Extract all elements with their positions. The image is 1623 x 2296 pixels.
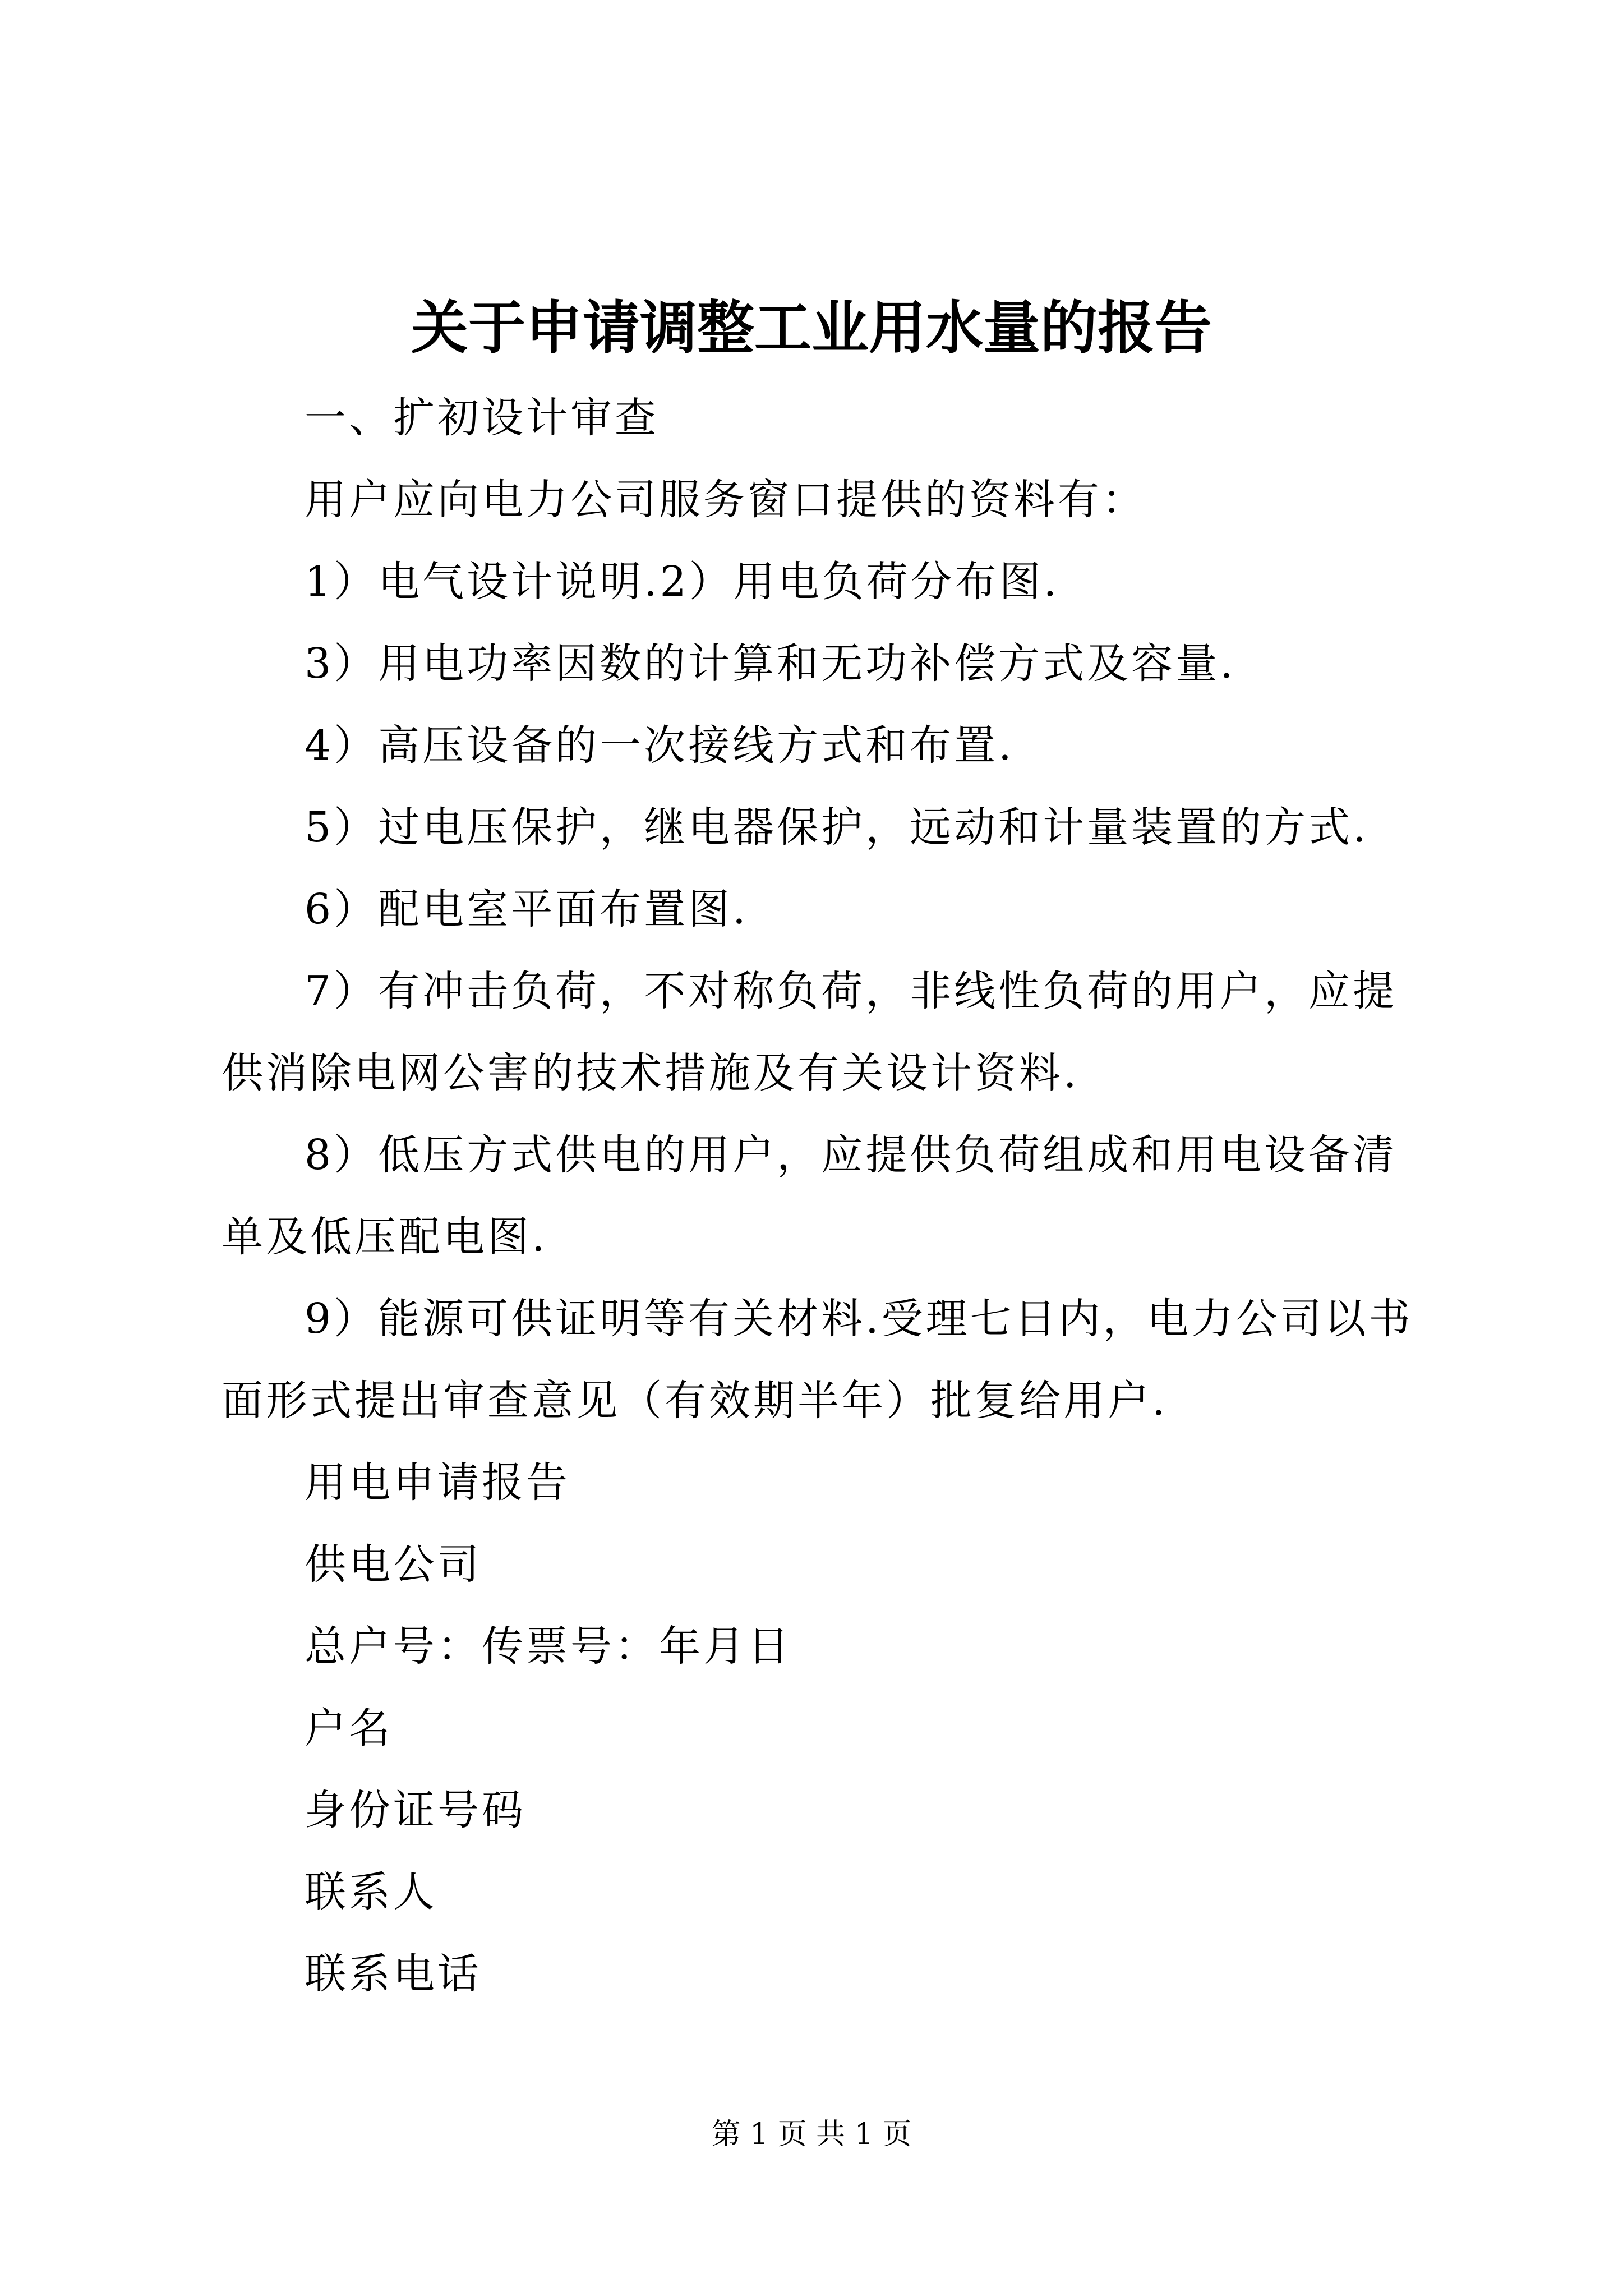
document-title: 关于申请调整工业用水量的报告 [411,295,1212,362]
paragraph: 一、扩初设计审查 [305,394,659,442]
paragraph: 6）配电室平面布置图. [305,885,749,933]
paragraph: 身份证号码 [305,1786,526,1834]
paragraph: 9）能源可供证明等有关材料.受理七日内，电力公司以书面形式提出审查意见（有效期半年）批复给用户. [222,1295,1413,1425]
page-footer: 第 1 页 共 1 页 [711,2118,912,2151]
paragraph: 用户应向电力公司服务窗口提供的资料有： [305,476,1146,524]
paragraph: 总户号：传票号：年月日 [305,1622,792,1671]
paragraph: 1）电气设计说明.2）用电负荷分布图. [305,558,1060,606]
paragraph: 户名 [305,1704,393,1752]
paragraph: 供电公司 [305,1540,482,1589]
paragraph: 3）用电功率因数的计算和无功补偿方式及容量. [305,639,1236,688]
paragraph: 7）有冲击负荷，不对称负荷，非线性负荷的用户，应提供消除电网公害的技术措施及有关设计资料. [222,967,1398,1097]
paragraph: 用电申请报告 [305,1458,570,1507]
paragraph: 联系人 [305,1868,437,1916]
paragraph: 联系电话 [305,1950,482,1998]
document-body [222,377,1438,2015]
paragraph: 4）高压设备的一次接线方式和布置. [305,721,1015,770]
paragraph: 5）过电压保护，继电器保护，远动和计量装置的方式. [305,803,1369,852]
paragraph: 8）低压方式供电的用户，应提供负荷组成和用电设备清单及低压配电图. [222,1131,1398,1261]
